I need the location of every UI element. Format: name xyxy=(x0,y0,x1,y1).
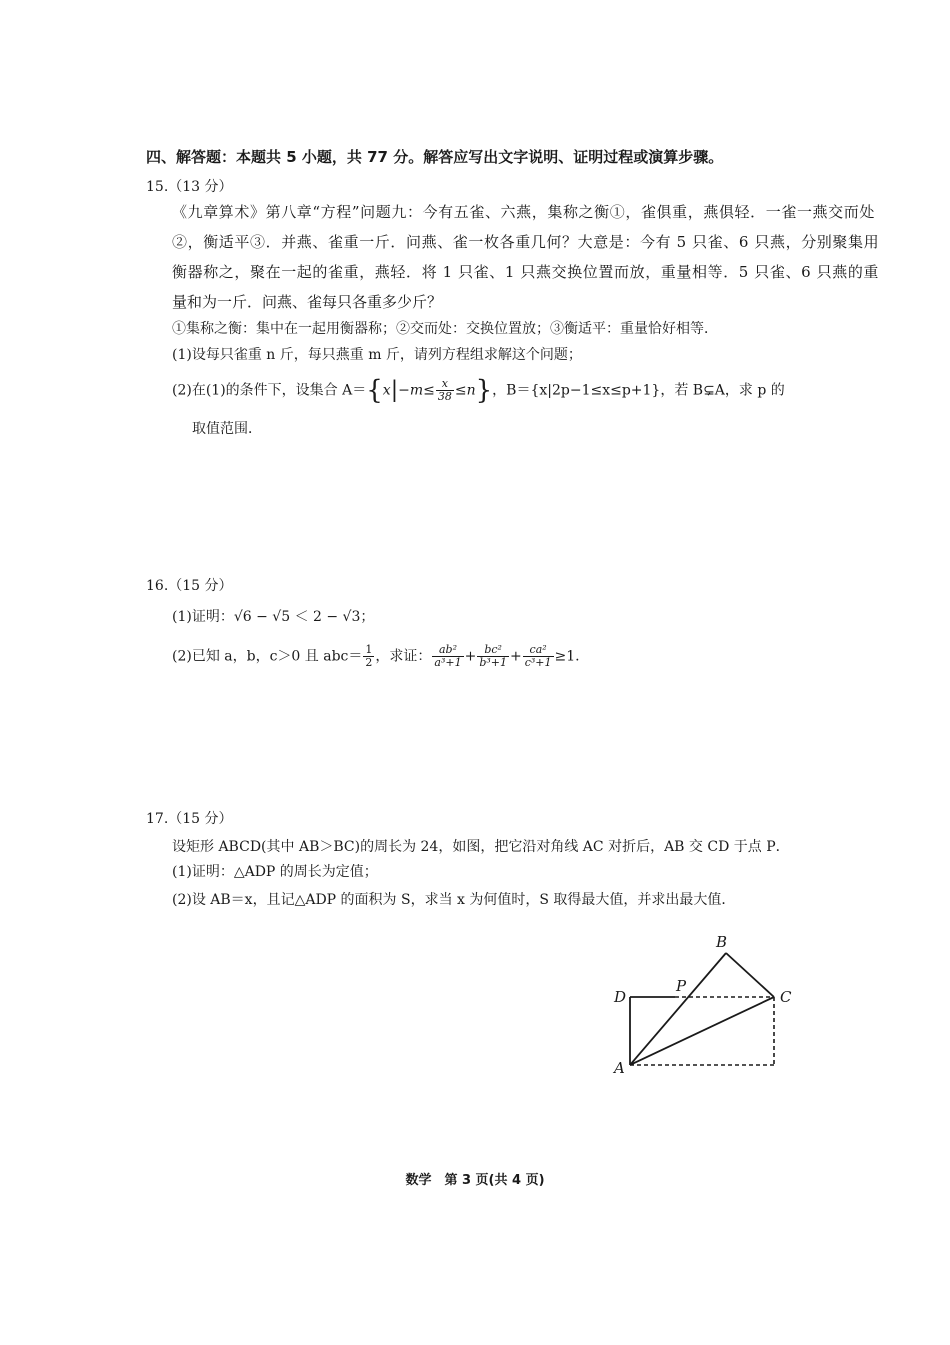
q16-part-2 xyxy=(172,644,580,669)
fraction-denominator: a³+1 xyxy=(434,656,462,669)
fraction-denominator: 38 xyxy=(437,390,452,403)
fraction-term-1 xyxy=(432,644,463,669)
fraction-term-3 xyxy=(523,644,554,669)
q16-part-2-suffix: ≥1. xyxy=(554,648,580,665)
label-c: C xyxy=(780,988,792,1006)
q15-number: 15.（13 分） xyxy=(146,179,233,195)
q15-part-2-suffix: ，B＝{x|2p−1≤x≤p+1}，若 B⊊A，求 p 的 xyxy=(492,382,785,399)
segment-bc xyxy=(726,953,774,997)
q15-part-2-continuation: 取值范围． xyxy=(192,421,262,437)
q16-part-2-prefix: (2)已知 a，b，c＞0 且 abc＝ xyxy=(172,648,363,665)
q15-part-2 xyxy=(172,375,785,406)
set-a-upper-bound: ≤n xyxy=(454,382,476,399)
fraction-one-half xyxy=(363,644,374,669)
q16-number: 16.（15 分） xyxy=(146,578,233,594)
label-a: A xyxy=(614,1059,625,1077)
fraction-denominator: 2 xyxy=(365,656,373,669)
fraction-numerator: ca² xyxy=(523,644,554,657)
fraction-x-over-38 xyxy=(436,378,454,403)
q17-part-1: (1)证明：△ADP 的周长为定值； xyxy=(172,864,378,880)
plus-sign: + xyxy=(464,648,477,665)
q15-footnote: ①集称之衡：集中在一起用衡器称；②交而处：交换位置放；③衡适平：重量恰好相等． xyxy=(172,321,718,337)
fraction-denominator: b³+1 xyxy=(479,656,507,669)
label-p: P xyxy=(676,977,687,995)
q16-part-1: (1)证明：√6 − √5 ＜ 2 − √3； xyxy=(172,609,375,625)
fraction-term-2 xyxy=(477,644,509,669)
segment-ac xyxy=(630,997,774,1065)
q16-part-2-middle: ，求证： xyxy=(375,648,432,665)
fraction-denominator: c³+1 xyxy=(524,656,552,669)
label-b: B xyxy=(716,933,728,951)
set-divider: | xyxy=(390,377,399,403)
label-d: D xyxy=(614,988,627,1006)
set-a-lower-bound: −m≤ xyxy=(398,382,435,399)
q17-paragraph: 设矩形 ABCD(其中 AB＞BC)的周长为 24，如图，把它沿对角线 AC 对折后，AB 交 CD 于点 P． xyxy=(172,839,790,855)
fraction-numerator: ab² xyxy=(432,644,463,657)
q17-part-2: (2)设 AB＝x，且记△ADP 的面积为 S，求当 x 为何值时，S 取得最大值，并求出最大值． xyxy=(172,892,736,908)
section-header: 四、解答题：本题共 5 小题，共 77 分。解答应写出文字说明、证明过程或演算步骤。 xyxy=(146,148,724,166)
fraction-numerator: 1 xyxy=(365,643,373,656)
set-a-variable: x xyxy=(382,382,391,399)
folded-rectangle-figure xyxy=(600,925,820,1085)
right-brace: } xyxy=(475,375,493,406)
fraction-numerator: x xyxy=(436,378,454,391)
q15-paragraph-line-4: 量和为一斤．问燕、雀每只各重多少斤？ xyxy=(172,293,443,311)
q15-paragraph-line-2: ②，衡适平③．并燕、雀重一斤．问燕、雀一枚各重几何？大意是：今有 5 只雀、6 只燕，分别聚集用 xyxy=(172,233,880,251)
fraction-numerator: bc² xyxy=(477,644,509,657)
q15-paragraph-line-1: 《九章算术》第八章“方程”问题九：今有五雀、六燕，集称之衡①，雀俱重，燕俱轻．一雀一燕交而处 xyxy=(172,203,875,221)
left-brace: { xyxy=(366,375,383,406)
segment-ab xyxy=(630,953,726,1065)
plus-sign: + xyxy=(509,648,522,665)
q17-number: 17.（15 分） xyxy=(146,811,233,827)
q15-paragraph-line-3: 衡器称之，聚在一起的雀重，燕轻．将 1 只雀、1 只燕交换位置而放，重量相等．5 只雀、6 只燕的重 xyxy=(172,263,880,281)
q15-part-1: (1)设每只雀重 n 斤，每只燕重 m 斤，请列方程组求解这个问题； xyxy=(172,347,582,363)
q15-part-2-prefix: (2)在(1)的条件下，设集合 A＝ xyxy=(172,382,367,399)
page-footer: 数学 第 3 页(共 4 页) xyxy=(405,1173,545,1188)
